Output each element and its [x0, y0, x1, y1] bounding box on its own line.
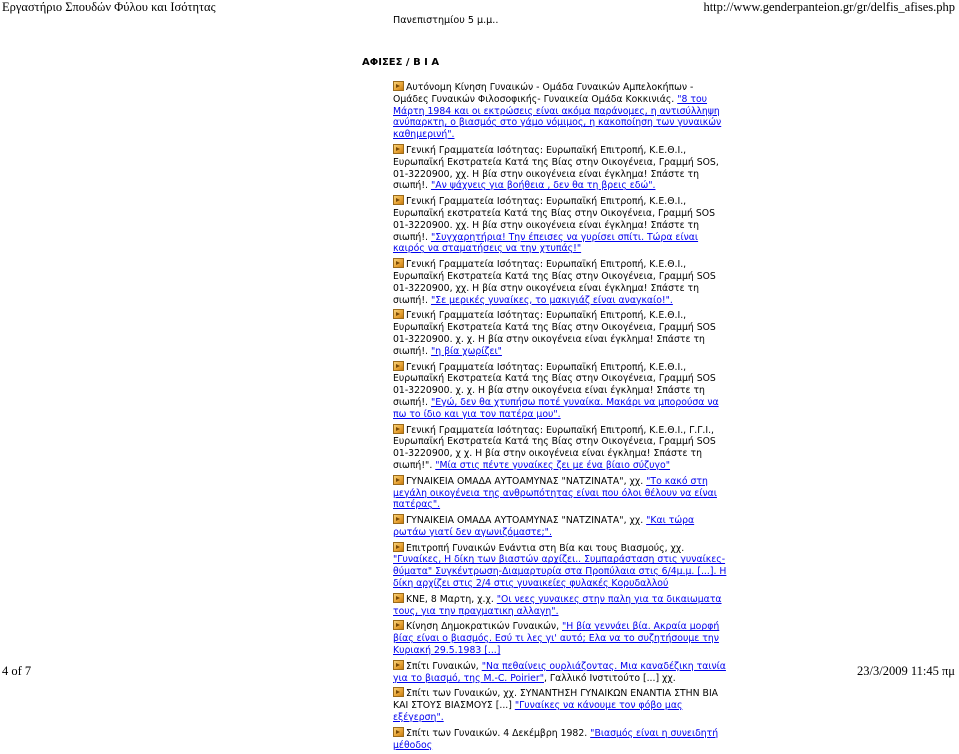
poster-source-text: Γενική Γραμματεία Ισότητας: Ευρωπαϊκή Επιτροπή, Κ.Ε.Θ.Ι., Ευρωπαϊκή Εκστρατεία Κατά της Βίας στην Οικογένεια, Γραμμή SOS, 01-3220900, χχ. Η βία στην οικογένεια είναι έγκλημα! Σπάστε τη σιωπή!.: [393, 144, 719, 192]
poster-entry: [393, 361, 729, 421]
poster-source-text: ΓΥΝΑΙΚΕΙΑ ΟΜΑΔΑ ΑΥΤΟΑΜΥΝΑΣ "ΝΑΤΖΙΝΑΤΑ", χχ.: [406, 515, 647, 527]
poster-title-link[interactable]: "Βιασμός είναι η συνειδητή μέθοδος: [393, 727, 719, 751]
poster-title-link[interactable]: "Να πεθαίνεις ουρλιάζοντας. Μια καναδέζικη ταινία για το βιασμό, της M.-C. Poirier": [393, 660, 726, 684]
poster-entry: [393, 542, 729, 590]
page-number: 4 of 7: [2, 664, 32, 678]
poster-thumbnail-icon[interactable]: [393, 424, 404, 434]
poster-entry: [393, 660, 729, 685]
poster-source-text: Γενική Γραμματεία Ισότητας: Ευρωπαϊκή Επιτροπή, Κ.Ε.Θ.Ι., Γ.Γ.Ι., Ευρωπαϊκή Εκστρατεία Κατά της Βίας στην Οικογένεια, Γραμμή SOS 01-3220900, χ χ. Η βία στην οικογένεια είναι έγκλημα! Σπάστε τη σιωπή!".: [393, 424, 716, 471]
poster-entry: [393, 620, 729, 656]
poster-title-link[interactable]: "Γυναίκες να κάνουμε τον φόβο μας εξέγερση".: [393, 700, 683, 724]
poster-thumbnail-icon[interactable]: [393, 727, 404, 737]
poster-title-link[interactable]: "Το κακό στη μεγάλη οικογένεια της ανθρωπότητας είναι που όλοι θέλουν να είναι πατέρας".: [393, 475, 717, 511]
poster-thumbnail-icon[interactable]: [393, 542, 404, 552]
poster-thumbnail-icon[interactable]: [393, 687, 404, 697]
poster-title-link[interactable]: "Εγώ, δεν θα χτυπήσω ποτέ γυναίκα. Μακάρι να μπορούσα να πω το ίδιο και για τον πατέρα μου".: [393, 396, 719, 420]
poster-title-link[interactable]: "Συγχαρητήρια! Την έπεισες να γυρίσει σπίτι. Τώρα είναι καιρός να σταματήσεις να την χτυπάς!": [393, 231, 699, 255]
poster-entry: [393, 258, 729, 306]
poster-source-text: Σπίτι των Γυναικών. 4 Δεκέμβρη 1982.: [406, 727, 591, 739]
poster-thumbnail-icon[interactable]: [393, 195, 404, 205]
print-datetime: 23/3/2009 11:45 πμ: [857, 664, 955, 678]
poster-list: [393, 81, 729, 754]
poster-source-text: Γενική Γραμματεία Ισότητας: Ευρωπαϊκή Επιτροπή, Κ.Ε.Θ.Ι., Ευρωπαϊκή εκστρατεία Κατά της Βίας στην Οικογένεια, Γραμμή SOS 01-3220900. χχ. Η βία στην οικογένεια είναι έγκλημα! Σπάστε τη σιωπή!.: [393, 196, 715, 243]
poster-source-text: Γενική Γραμματεία Ισότητας: Ευρωπαϊκή Επιτροπή, Κ.Ε.Θ.Ι., Ευρωπαϊκή Εκστρατεία Κατά της Βίας στην Οικογένεια, Γραμμή SOS 01-3220900. χ. χ. Η βία στην οικογένεια είναι έγκλημα! Σπάστε τη σιωπή!.: [393, 361, 716, 408]
poster-entry: [393, 514, 729, 539]
poster-thumbnail-icon[interactable]: [393, 309, 404, 319]
poster-title-link[interactable]: "Γυναίκες, Η δίκη των βιαστών αρχίζει.. Συμπαράσταση στις γυναίκες-θύματα" Συγκέντρωση-Διαμαρτυρία στα Προπύλαια στις 6/4μ.μ. [...]. Η δίκη αρχίζει στις 2/4 στις γυναικείες φυλακές Κορυδαλλού: [393, 554, 727, 590]
poster-source-text: Γενική Γραμματεία Ισότητας: Ευρωπαϊκή Επιτροπή, Κ.Ε.Θ.Ι., Ευρωπαϊκή Εκστρατεία Κατά της Βίας στην Οικογένεια, Γραμμή SOS 01-3220900, χχ. Η βία στην οικογένεια είναι έγκλημα! Σπάστε τη σιωπή!.: [393, 259, 716, 306]
poster-title-link[interactable]: "Η βία γεννάει βία. Ακραία μορφή βίας είναι ο βιασμός. Εσύ τι λες γι' αυτό; Ελα να το συζητήσουμε την Κυριακή 29.5.1983 [...]: [393, 621, 720, 657]
poster-source-text: Αυτόνομη Κίνηση Γυναικών - Ομάδα Γυναικών Αμπελοκήπων - Ομάδες Γυναικών Φιλοσοφικής- Γυναικεία Ομάδα Κοκκινιάς.: [393, 82, 694, 105]
poster-source-text: Επιτροπή Γυναικών Ενάντια στη Βία και τους Βιασμούς, χχ.: [406, 542, 685, 554]
poster-title-link[interactable]: "η βία χωρίζει": [430, 345, 502, 357]
poster-entry: [393, 727, 729, 752]
page-header-url: http://www.genderpanteion.gr/gr/delfis_afises.php: [703, 0, 955, 14]
poster-title-link[interactable]: "Και τώρα ρωτάω γιατί δεν αγωνιζόμαστε;".: [393, 515, 695, 538]
poster-title-link[interactable]: "Σε μερικές γυναίκες, το μακιγιάζ είναι αναγκαίο!".: [430, 294, 673, 306]
poster-source-text: ΚΝΕ, 8 Μαρτη, χ.χ.: [406, 593, 497, 605]
poster-source-text: Κίνηση Δημοκρατικών Γυναικών,: [406, 621, 562, 633]
poster-title-link[interactable]: "Οι νεες γυναικες στην παλη για τα δικαιωματα τους, για την πραγματικη αλλαγη".: [393, 593, 722, 617]
poster-title-link[interactable]: "Αν ψάχνεις για βοήθεια , δεν θα τη βρεις εδώ".: [430, 180, 656, 192]
poster-entry: [393, 144, 729, 192]
poster-source-text: ΓΥΝΑΙΚΕΙΑ ΟΜΑΔΑ ΑΥΤΟΑΜΥΝΑΣ "ΝΑΤΖΙΝΑΤΑ", χχ.: [406, 475, 647, 487]
poster-thumbnail-icon[interactable]: [393, 258, 404, 268]
poster-source-text: Σπίτι Γυναικών,: [406, 660, 482, 672]
poster-source-suffix: , Γαλλικό Ινστιτούτο [...] χχ.: [544, 672, 676, 684]
poster-entry: [393, 475, 729, 511]
poster-thumbnail-icon[interactable]: [393, 144, 404, 154]
poster-thumbnail-icon[interactable]: [393, 514, 404, 524]
section-heading: ΑΦΙΣΕΣ / Β Ι Α: [362, 57, 440, 68]
poster-entry: [393, 593, 729, 618]
poster-entry: [393, 309, 729, 357]
previous-text-fragment: Πανεπιστημίου 5 μ.μ..: [393, 15, 499, 26]
poster-thumbnail-icon[interactable]: [393, 660, 404, 670]
poster-thumbnail-icon[interactable]: [393, 81, 404, 91]
poster-title-link[interactable]: "Μία στις πέντε γυναίκες ζει με ένα βίαιο σύζυγο": [435, 459, 671, 471]
poster-thumbnail-icon[interactable]: [393, 361, 404, 371]
poster-source-text: Σπίτι των Γυναικών, χχ. ΣΥΝΑΝΤΗΣΗ ΓΥΝΑΙΚΩΝ ΕΝΑΝΤΙΑ ΣΤΗΝ ΒΙΑ ΚΑΙ ΣΤΟΥΣ ΒΙΑΣΜΟΥΣ [...]: [393, 688, 719, 712]
poster-source-text: Γενική Γραμματεία Ισότητας: Ευρωπαϊκή Επιτροπή, Κ.Ε.Θ.Ι., Ευρωπαϊκή Εκστρατεία Κατά της Βίας στην Οικογένεια, Γραμμή SOS 01-3220900. χ. χ. Η βία στην οικογένεια είναι έγκλημα! Σπάστε τη σιωπή!.: [393, 310, 716, 357]
poster-thumbnail-icon[interactable]: [393, 593, 404, 603]
poster-entry: [393, 195, 729, 255]
page-header-title: Εργαστήριο Σπουδών Φύλου και Ισότητας: [2, 0, 216, 14]
poster-entry: [393, 424, 729, 472]
poster-thumbnail-icon[interactable]: [393, 620, 404, 630]
poster-thumbnail-icon[interactable]: [393, 475, 404, 485]
poster-entry: [393, 81, 729, 141]
poster-entry: [393, 687, 729, 723]
poster-title-link[interactable]: "8 του Μάρτη 1984 και οι εκτρώσεις είναι ακόμα παράνομες, η αντισύλληψη ανύπαρκτη, ο βιασμός στο γάμο νόμιμος, η κακοποίηση των γυναικών καθημερινή".: [393, 93, 722, 141]
